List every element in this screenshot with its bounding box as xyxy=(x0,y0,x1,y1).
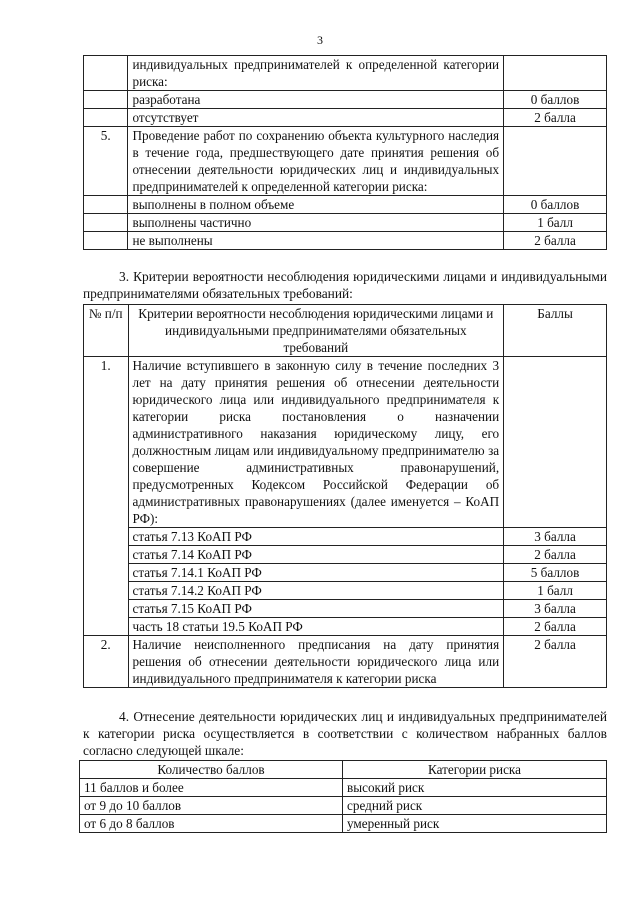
table-row xyxy=(84,232,607,250)
article-text: статья 7.14 КоАП РФ xyxy=(128,546,504,564)
row-text: разработана xyxy=(128,91,504,109)
header-points: Количество баллов xyxy=(80,761,343,779)
risk-scale-table xyxy=(79,760,607,833)
article-text: статья 7.13 КоАП РФ xyxy=(128,528,504,546)
table-row xyxy=(84,127,607,196)
row-number xyxy=(84,91,128,109)
article-text: статья 7.15 КоАП РФ xyxy=(128,600,504,618)
row-points: 2 балла xyxy=(504,109,607,127)
row-number xyxy=(84,214,128,232)
row-number: 2. xyxy=(84,636,129,688)
criteria-table-continued xyxy=(83,55,607,250)
row-points: 1 балл xyxy=(504,214,607,232)
row-number xyxy=(84,232,128,250)
table-row xyxy=(84,636,607,688)
row-text: выполнены в полном объеме xyxy=(128,196,504,214)
table-row xyxy=(84,56,607,91)
page-number: 3 xyxy=(317,33,323,47)
row-points: 0 баллов xyxy=(504,91,607,109)
row-number: 1. xyxy=(84,357,129,636)
paragraph-3-text: 3. Критерии вероятности несоблюдения юридическими лицами и индивидуальными предпринимателями обязательных требований: xyxy=(83,269,607,301)
table-row xyxy=(84,91,607,109)
table-row xyxy=(84,564,607,582)
table-row xyxy=(84,109,607,127)
paragraph-4 xyxy=(83,708,607,759)
table-row xyxy=(84,196,607,214)
row-number xyxy=(84,196,128,214)
table-row xyxy=(84,600,607,618)
article-points: 1 балл xyxy=(504,582,607,600)
article-points: 3 балла xyxy=(504,600,607,618)
scale-points: от 9 до 10 баллов xyxy=(80,797,343,815)
scale-category: умеренный риск xyxy=(343,815,607,833)
scale-points: 11 баллов и более xyxy=(80,779,343,797)
row-points xyxy=(504,127,607,196)
article-points: 2 балла xyxy=(504,546,607,564)
row-text: индивидуальных предпринимателей к определенной категории риска: xyxy=(128,56,504,91)
header-category: Категории риска xyxy=(343,761,607,779)
table-row xyxy=(80,815,607,833)
row-number xyxy=(84,56,128,91)
header-criteria: Критерии вероятности несоблюдения юридическими лицами и индивидуальными предпринимателями обязательных требований xyxy=(128,305,504,357)
row-points: 0 баллов xyxy=(504,196,607,214)
article-points: 5 баллов xyxy=(504,564,607,582)
row-text: выполнены частично xyxy=(128,214,504,232)
table-header-row xyxy=(84,305,607,357)
table-row xyxy=(80,797,607,815)
row-number: 5. xyxy=(84,127,128,196)
row-text: отсутствует xyxy=(128,109,504,127)
probability-criteria-table xyxy=(83,304,607,688)
article-text: статья 7.14.2 КоАП РФ xyxy=(128,582,504,600)
row-text: Наличие неисполненного предписания на дату принятия решения об отнесении деятельности юридического лица или индивидуального предпринимателя к категории риска xyxy=(128,636,504,688)
table-row xyxy=(84,582,607,600)
header-points: Баллы xyxy=(504,305,607,357)
row-number xyxy=(84,109,128,127)
row-points xyxy=(504,357,607,528)
paragraph-4-text: 4. Отнесение деятельности юридических лиц и индивидуальных предпринимателей к категории риска осуществляется в соответствии с количеством набранных баллов согласно следующей шкале: xyxy=(83,709,607,758)
row-points: 2 балла xyxy=(504,636,607,688)
article-text: статья 7.14.1 КоАП РФ xyxy=(128,564,504,582)
scale-category: средний риск xyxy=(343,797,607,815)
table-row xyxy=(84,546,607,564)
table-header-row xyxy=(80,761,607,779)
row-points: 2 балла xyxy=(504,232,607,250)
table-row xyxy=(80,779,607,797)
table-row xyxy=(84,357,607,528)
row-points xyxy=(504,56,607,91)
article-text: часть 18 статьи 19.5 КоАП РФ xyxy=(128,618,504,636)
row-text: Проведение работ по сохранению объекта культурного наследия в течение года, предшествующего дате принятия решения об отнесении деятельности юридических лиц и индивидуальных предпринимателей к определенной категории риска: xyxy=(128,127,504,196)
article-points: 2 балла xyxy=(504,618,607,636)
table-row xyxy=(84,528,607,546)
header-number: № п/п xyxy=(84,305,129,357)
article-points: 3 балла xyxy=(504,528,607,546)
scale-category: высокий риск xyxy=(343,779,607,797)
table-row xyxy=(84,618,607,636)
table-row xyxy=(84,214,607,232)
row-text: Наличие вступившего в законную силу в течение последних 3 лет на дату принятия решения об отнесении деятельности юридического лица или индивидуального предпринимателя к категории риска постановления о назначении административного наказания юридическому лицу, его должностным лицам или индивидуальному предпринимателю за совершение административных правонарушений, предусмотренных Кодексом Российской Федерации об административных правонарушениях (далее именуется – КоАП РФ): xyxy=(128,357,504,528)
scale-points: от 6 до 8 баллов xyxy=(80,815,343,833)
row-text: не выполнены xyxy=(128,232,504,250)
paragraph-3 xyxy=(83,268,607,302)
